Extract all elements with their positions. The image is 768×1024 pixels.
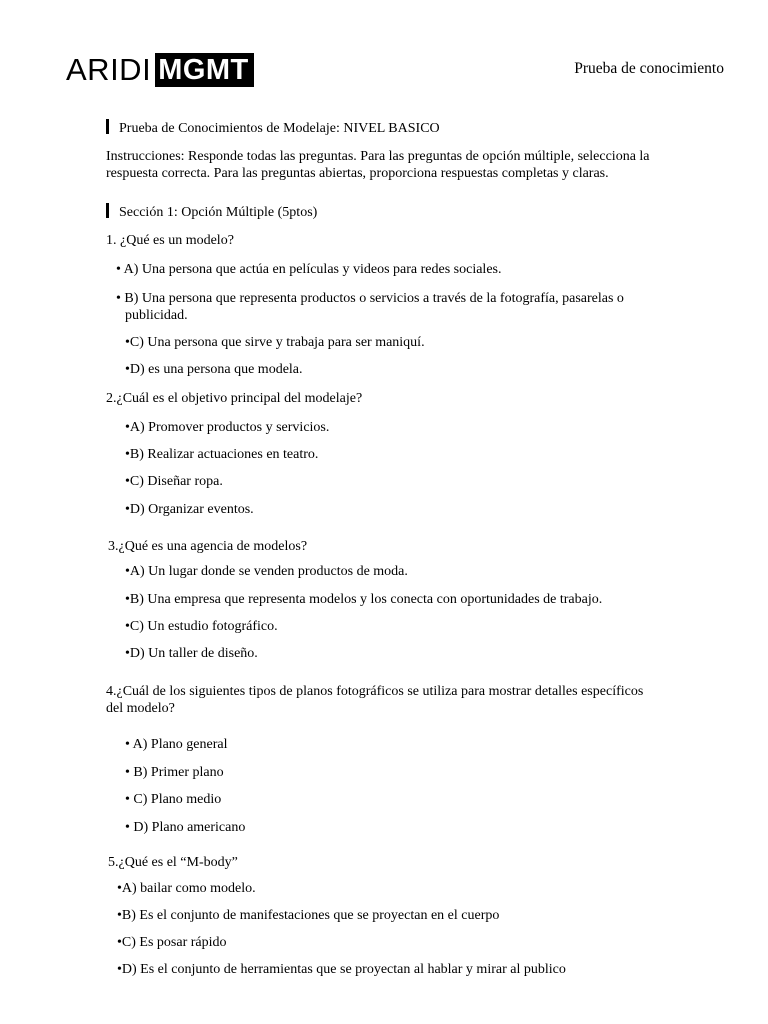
section-heading: [106, 203, 317, 221]
q2-option-d: •D) Organizar eventos.: [125, 502, 254, 517]
section-marker: [106, 203, 109, 218]
question-4: 4.¿Cuál de los siguientes tipos de planos fotográficos se utiliza para mostrar detalles específicos del modelo?: [106, 684, 644, 716]
q2-option-a: •A) Promover productos y servicios.: [125, 420, 330, 435]
q4-option-a: • A) Plano general: [125, 737, 228, 752]
q5-option-a: •A) bailar como modelo.: [117, 881, 256, 896]
q2-option-c: •C) Diseñar ropa.: [125, 474, 223, 489]
q3-option-d: •D) Un taller de diseño.: [125, 646, 258, 661]
q3-option-a: •A) Un lugar donde se venden productos de moda.: [125, 564, 408, 579]
q4-option-d: • D) Plano americano: [125, 820, 246, 835]
q1-option-c: •C) Una persona que sirve y trabaja para ser maniquí.: [125, 335, 425, 350]
document-title: [106, 119, 440, 137]
q1-option-b: • B) Una persona que representa productos o servicios a través de la fotografía, pasarelas o publicidad.: [116, 291, 624, 323]
logo-text-mgmt: MGMT: [155, 53, 254, 87]
q1-option-a: • A) Una persona que actúa en películas y videos para redes sociales.: [116, 262, 502, 277]
q4-option-c: • C) Plano medio: [125, 792, 222, 807]
q5-option-d: •D) Es el conjunto de herramientas que se proyectan al hablar y mirar al publico: [117, 962, 566, 977]
q5-option-b: •B) Es el conjunto de manifestaciones que se proyectan en el cuerpo: [117, 908, 500, 923]
question-5: 5.¿Qué es el “M-body”: [108, 855, 238, 870]
aridi-mgmt-logo: [66, 53, 254, 87]
logo-text-aridi: ARIDI: [66, 52, 152, 87]
question-3: 3.¿Qué es una agencia de modelos?: [108, 539, 308, 554]
q3-option-b: •B) Una empresa que representa modelos y los conecta con oportunidades de trabajo.: [125, 592, 603, 607]
q5-option-c: •C) Es posar rápido: [117, 935, 227, 950]
q1-option-d: •D) es una persona que modela.: [125, 362, 303, 377]
q2-option-b: •B) Realizar actuaciones en teatro.: [125, 447, 319, 462]
q4-option-b: • B) Primer plano: [125, 765, 224, 780]
section-heading-text: Sección 1: Opción Múltiple (5ptos): [119, 205, 318, 220]
instructions: Instrucciones: Responde todas las preguntas. Para las preguntas de opción múltiple, selecciona la respuesta correcta. Para las preguntas abiertas, proporciona respuestas completas y claras.: [106, 149, 650, 181]
question-1: 1. ¿Qué es un modelo?: [106, 233, 234, 248]
title-marker: [106, 119, 109, 134]
question-2: 2.¿Cuál es el objetivo principal del modelaje?: [106, 391, 363, 406]
header-title: Prueba de conocimiento: [574, 60, 724, 77]
document-title-text: Prueba de Conocimientos de Modelaje: NIVEL BASICO: [119, 121, 440, 136]
q3-option-c: •C) Un estudio fotográfico.: [125, 619, 278, 634]
